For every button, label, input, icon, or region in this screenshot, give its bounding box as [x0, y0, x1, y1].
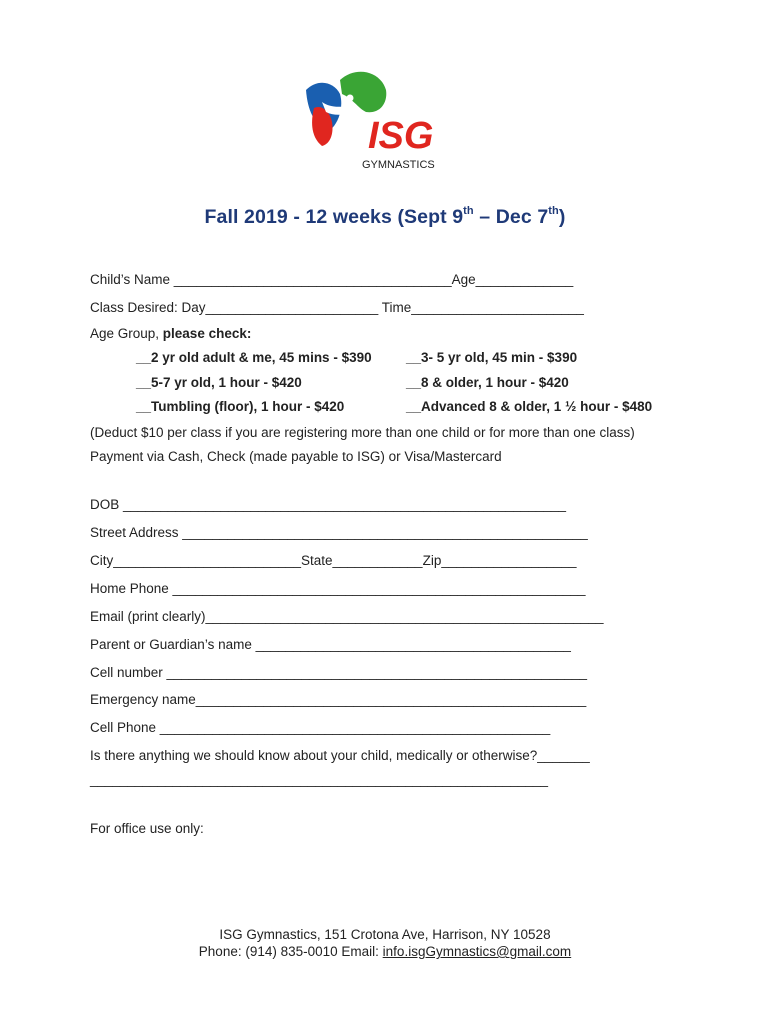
email-field[interactable]: Email (print clearly)_____________________________________________________ [90, 609, 604, 624]
medical-question-field[interactable]: Is there anything we should know about your child, medically or otherwise?_______ [90, 748, 590, 763]
footer-phone: Phone: (914) 835-0010 Email: [198, 944, 383, 959]
medical-answer-line[interactable]: _____________________________________________________________ [90, 772, 548, 787]
dob-field[interactable]: DOB ___________________________________________________________ [90, 497, 566, 512]
payment-note: Payment via Cash, Check (made payable to ISG) or Visa/Mastercard [90, 449, 502, 464]
footer-contact [0, 944, 770, 959]
deduct-note: (Deduct $10 per class if you are registering more than one child or for more than one class) [90, 425, 635, 440]
cell-phone-field[interactable]: Cell Phone ____________________________________________________ [90, 720, 551, 735]
cell-number-field[interactable]: Cell number ________________________________________________________ [90, 665, 587, 680]
logo-head-shape [347, 95, 354, 102]
option-8-older[interactable]: __8 & older, 1 hour - $420 [406, 375, 569, 390]
option-tumbling[interactable]: __Tumbling (floor), 1 hour - $420 [136, 399, 345, 414]
footer-address: ISG Gymnastics, 151 Crotona Ave, Harrison, NY 10528 [219, 927, 551, 942]
childs-name-field[interactable]: Child’s Name _____________________________________Age_____________ [90, 272, 574, 287]
page-title: Fall 2019 - 12 weeks (Sept 9th – Dec 7th) [204, 205, 566, 228]
option-2yr-adult-me[interactable]: __2 yr old adult & me, 45 mins - $390 [136, 350, 372, 365]
option-3-5yr[interactable]: __3- 5 yr old, 45 min - $390 [406, 350, 578, 365]
age-group-label: Age Group, please check: [90, 326, 252, 341]
option-5-7yr[interactable]: __5-7 yr old, 1 hour - $420 [136, 375, 302, 390]
isg-gymnastics-logo [300, 68, 450, 176]
guardian-name-field[interactable]: Parent or Guardian’s name __________________________________________ [90, 637, 571, 652]
option-advanced[interactable]: __Advanced 8 & older, 1 ½ hour - $480 [406, 399, 653, 414]
footer-email-link[interactable]: info.isgGymnastics@gmail.com [382, 944, 572, 959]
class-desired-field[interactable]: Class Desired: Day_______________________ Time_______________________ [90, 300, 584, 315]
office-use-label: For office use only: [90, 821, 204, 836]
logo-brand-text: ISG [368, 115, 434, 157]
city-state-zip-field[interactable]: City_________________________State____________Zip__________________ [90, 553, 577, 568]
logo-subtitle-text: GYMNASTICS [362, 159, 435, 171]
street-address-field[interactable]: Street Address ______________________________________________________ [90, 525, 588, 540]
home-phone-field[interactable]: Home Phone _______________________________________________________ [90, 581, 586, 596]
emergency-name-field[interactable]: Emergency name____________________________________________________ [90, 692, 587, 707]
